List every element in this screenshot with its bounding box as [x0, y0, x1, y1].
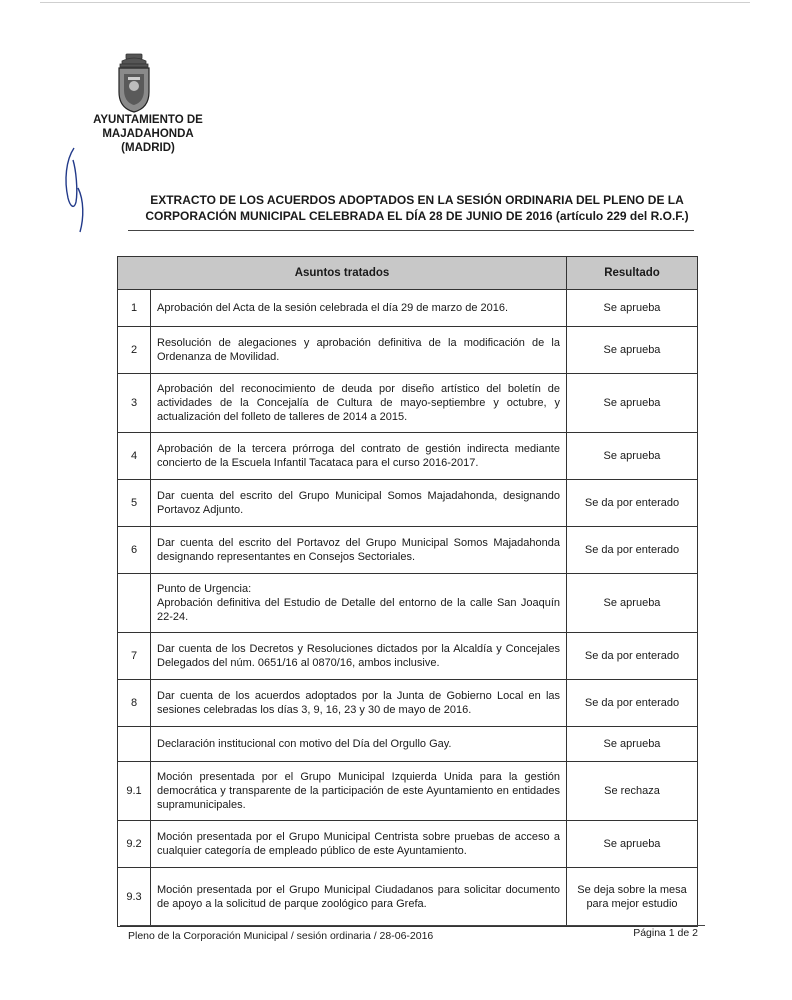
row-subject: Dar cuenta de los acuerdos adoptados por la Junta de Gobierno Local en las sesiones celebradas los días 3, 9, 16, 23 y 30 de mayo de 2016. [151, 680, 567, 727]
footer-rule [120, 925, 705, 926]
row-result: Se aprueba [567, 290, 698, 327]
table-row [118, 762, 698, 821]
title-line-2: CORPORACIÓN MUNICIPAL CELEBRADA EL DÍA 28 DE JUNIO DE 2016 (artículo 229 del R.O.F.) [145, 209, 689, 223]
scan-edge-line [40, 2, 750, 3]
row-result: Se rechaza [567, 762, 698, 821]
urgency-heading: Punto de Urgencia: [157, 583, 252, 595]
org-line-2: MAJADAHONDA [102, 128, 194, 140]
page-number: Página 1 de 2 [633, 927, 698, 939]
table-row [118, 633, 698, 680]
table-row [118, 574, 698, 633]
table-row [118, 327, 698, 374]
table-row [118, 680, 698, 727]
row-number: 9.3 [118, 868, 151, 927]
row-result: Se da por enterado [567, 480, 698, 527]
urgency-text: Aprobación definitiva del Estudio de Detalle del entorno de la calle San Joaquín 22-24. [157, 597, 560, 623]
row-number: 9.2 [118, 821, 151, 868]
row-subject: Resolución de alegaciones y aprobación definitiva de la modificación de la Ordenanza de Movilidad. [151, 327, 567, 374]
row-number: 3 [118, 374, 151, 433]
row-number: 9.1 [118, 762, 151, 821]
row-number: 2 [118, 327, 151, 374]
row-result: Se aprueba [567, 433, 698, 480]
row-result: Se deja sobre la mesa para mejor estudio [567, 868, 698, 927]
row-number: 6 [118, 527, 151, 574]
row-subject: Aprobación de la tercera prórroga del contrato de gestión indirecta mediante concierto de la Escuela Infantil Tacataca para el curso 2016-2017. [151, 433, 567, 480]
table-row [118, 821, 698, 868]
footer-session-info: Pleno de la Corporación Municipal / sesión ordinaria / 28-06-2016 [128, 930, 434, 942]
municipal-crest-icon [112, 52, 156, 114]
row-result: Se aprueba [567, 327, 698, 374]
row-result: Se da por enterado [567, 633, 698, 680]
row-subject: Declaración institucional con motivo del Día del Orgullo Gay. [151, 727, 567, 762]
row-result: Se da por enterado [567, 680, 698, 727]
column-header-resultado: Resultado [567, 257, 698, 290]
table-row [118, 480, 698, 527]
table-row [118, 290, 698, 327]
row-result: Se aprueba [567, 821, 698, 868]
agreements-table [117, 256, 698, 927]
row-number [118, 574, 151, 633]
table-row [118, 433, 698, 480]
table-row [118, 374, 698, 433]
row-number: 8 [118, 680, 151, 727]
row-subject: Aprobación del reconocimiento de deuda por diseño artístico del boletín de actividades de la Concejalía de Cultura de mayo-septiembre y octubre, y actualización del folleto de talleres de 2014 a 2015. [151, 374, 567, 433]
title-underline [128, 230, 694, 231]
row-number: 1 [118, 290, 151, 327]
row-number: 7 [118, 633, 151, 680]
row-result: Se aprueba [567, 574, 698, 633]
handwritten-margin-mark-icon [60, 140, 90, 235]
row-subject: Moción presentada por el Grupo Municipal Centrista sobre pruebas de acceso a cualquier categoría de empleado público de este Ayuntamiento. [151, 821, 567, 868]
title-line-1: EXTRACTO DE LOS ACUERDOS ADOPTADOS EN LA SESIÓN ORDINARIA DEL PLENO DE LA [150, 193, 684, 207]
row-result: Se da por enterado [567, 527, 698, 574]
row-result: Se aprueba [567, 374, 698, 433]
row-subject: Dar cuenta del escrito del Grupo Municipal Somos Majadahonda, designando Portavoz Adjunto. [151, 480, 567, 527]
organization-name [78, 113, 218, 155]
table-row [118, 868, 698, 927]
org-line-3: (MADRID) [121, 142, 175, 154]
table-header-row [118, 257, 698, 290]
document-title [128, 192, 706, 224]
row-result: Se aprueba [567, 727, 698, 762]
org-line-1: AYUNTAMIENTO DE [93, 114, 203, 126]
row-subject: Moción presentada por el Grupo Municipal Ciudadanos para solicitar documento de apoyo a la solicitud de parque zoológico para Grefa. [151, 868, 567, 927]
row-number: 5 [118, 480, 151, 527]
row-subject: Dar cuenta de los Decretos y Resoluciones dictados por la Alcaldía y Concejales Delegados del núm. 0651/16 al 0870/16, ambos inclusive. [151, 633, 567, 680]
row-number: 4 [118, 433, 151, 480]
row-subject [151, 574, 567, 633]
table-row [118, 727, 698, 762]
row-subject: Dar cuenta del escrito del Portavoz del Grupo Municipal Somos Majadahonda designando representantes en Consejos Sectoriales. [151, 527, 567, 574]
column-header-asuntos: Asuntos tratados [118, 257, 567, 290]
row-subject: Aprobación del Acta de la sesión celebrada el día 29 de marzo de 2016. [151, 290, 567, 327]
row-subject: Moción presentada por el Grupo Municipal Izquierda Unida para la gestión democrática y transparente de la participación de este Ayuntamiento en entidades supramunicipales. [151, 762, 567, 821]
table-row [118, 527, 698, 574]
row-number [118, 727, 151, 762]
